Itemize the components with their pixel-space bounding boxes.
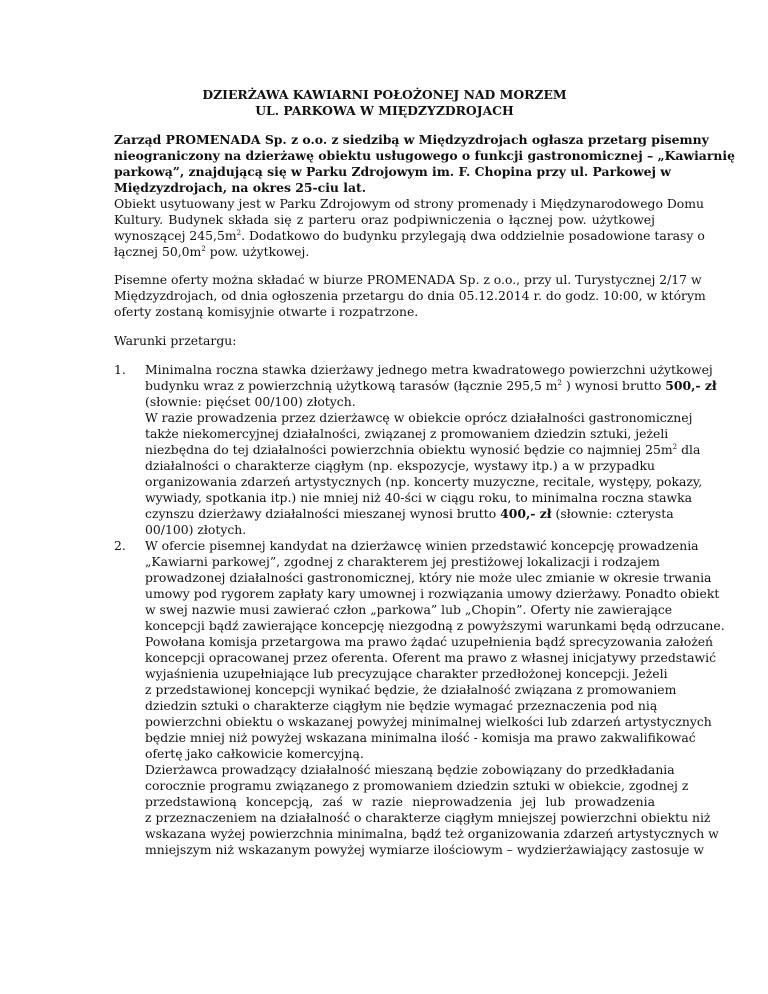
- offers-line: Pisemne oferty można składać w biurze PROMENADA Sp. z o.o., przy ul. Turystycznej 2/17 w: [114, 272, 702, 287]
- item-1-line: organizowania zdarzeń artystycznych (np. koncerty muzyczne, recitale, występy, pokazy,: [145, 474, 703, 489]
- item-1-line: niezbędna do tej działalności powierzchnia obiektu wynosić będzie co najmniej $25m^2$ dla: [145, 442, 701, 457]
- item-2-line: prowadzonej działalności gastronomicznej, który nie może ulec zmianie w okresie trwania: [145, 570, 712, 585]
- item-2-line: koncepcji bądź zawierające koncepcję niezgodną z powyższymi warunkami będą odrzucane.: [145, 618, 725, 633]
- offers-line: Międzyzdrojach, od dnia ogłoszenia przetargu do dnia 05.12.2014 r. do godz. 10:00, w którym: [114, 288, 706, 303]
- intro-line: parkową”, znajdującą się w Parku Zdrojowym im. F. Chopina przy ul. Parkowej w: [114, 164, 671, 179]
- item-2-line: koncepcji opracowanej przez oferenta. Oferent ma prawo z własnej inicjatywy przedstawić: [145, 650, 717, 665]
- item-2-line: Dzierżawca prowadzący działalność mieszaną będzie zobowiązany do przedkładania: [145, 762, 675, 777]
- intro-line: Międzyzdrojach, na okres 25-ciu lat.: [114, 180, 367, 195]
- item-2-line: W ofercie pisemnej kandydat na dzierżawcę winien przedstawić koncepcję prowadzenia: [145, 538, 699, 553]
- title-line-1: DZIERŻAWA KAWIARNI POŁOŻONEJ NAD MORZEM: [202, 87, 567, 102]
- intro-line: Zarząd PROMENADA Sp. z o.o. z siedzibą w Międzyzdrojach ogłasza przetarg pisemny: [114, 132, 709, 147]
- item-1-line: także niekomercyjnej działalności, związanej z promowaniem dziedzin sztuki, jeżeli: [145, 426, 669, 441]
- item-1-line: 00/100) złotych.: [145, 522, 247, 537]
- item-1-number: 1.: [114, 362, 126, 377]
- item-2-number: 2.: [114, 538, 126, 553]
- item-2-line: umowy pod rygorem zapłaty kary umownej i rozwiązania umowy dzierżawy. Ponadto obiekt: [145, 586, 720, 601]
- item-2-line: powierzchni obiektu o wskazanej powyżej minimalnej wielkości lub zdarzeń artystycznych: [145, 714, 712, 729]
- item-1-line: Minimalna roczna stawka dzierżawy jednego metra kwadratowego powierzchni użytkowej: [145, 362, 713, 377]
- item-2-line: corocznie programu związanego z promowaniem dziedzin sztuki w obiekcie, zgodnej z: [145, 778, 689, 793]
- offers-line: oferty zostaną komisyjnie otwarte i rozpatrzone.: [114, 304, 419, 319]
- item-2-line: ofertę jako całkowicie komercyjną.: [145, 746, 364, 761]
- item-1-line: W razie prowadzenia przez dzierżawcę w obiekcie oprócz działalności gastronomicznej: [145, 410, 693, 425]
- item-2-line: wyjaśnienia uzupełniające lub precyzujące charakter przedłożonej koncepcji. Jeżeli: [145, 666, 668, 681]
- intro-line: nieograniczony na dzierżawę obiektu usługowego o funkcji gastronomicznej – „Kawiarnię: [114, 148, 735, 163]
- item-2-line: „Kawiarni parkowej”, zgodnej z charakterem jej prestiżowej lokalizacji i rodzajem: [145, 554, 660, 569]
- description-line: Kultury. Budynek składa się z parteru oraz podpiwniczenia o łącznej pow. użytkowej: [114, 212, 655, 227]
- item-2-line: mniejszym niż wskazanym powyżej wymiarze ilościowym – wydzierżawiający zastosuje w: [145, 842, 704, 857]
- item-2-line: wskazana wyżej powierzchnia minimalna, bądź też organizowania zdarzeń artystycznych w: [145, 826, 719, 841]
- item-1-line: czynszu dzierżawy działalności mieszanej wynosi brutto 400,- zł (słownie: czterysta: [145, 506, 674, 521]
- item-2-line: Powołana komisja przetargowa ma prawo żądać uzupełnienia bądź sprecyzowania założeń: [145, 634, 714, 649]
- conditions-heading: Warunki przetargu:: [114, 333, 237, 348]
- item-2-line: z przedstawionej koncepcji wynikać będzie, że działalność związana z promowaniem: [145, 682, 677, 697]
- description-line: wynoszącej $245,5m^2$. Dodatkowo do budynku przylegają dwa oddzielnie posadowione tarasy o: [114, 228, 705, 243]
- item-1-line: działalności o charakterze ciągłym (np. ekspozycje, wystawy itp.) a w przypadku: [145, 458, 655, 473]
- item-2-line: przedstawioną koncepcją, zaś w razie nieprowadzenia jej lub prowadzenia: [145, 794, 655, 809]
- item-1-line: budynku wraz z powierzchnią użytkową tarasów (łącznie 295,5 $m^2$ ) wynosi brutto 500,- zł: [145, 378, 717, 393]
- item-1-line: (słownie: pięćset 00/100) złotych.: [145, 394, 356, 409]
- description-line: Obiekt usytuowany jest w Parku Zdrojowym od strony promenady i Międzynarodowego Domu: [114, 196, 704, 211]
- item-2-line: z przeznaczeniem na działalność o charakterze ciągłym mniejszej powierzchni obiektu niż: [145, 810, 711, 825]
- item-1-line: wywiady, spotkania itp.) nie mniej niż 40-ści w ciągu roku, to minimalna roczna stawka: [145, 490, 693, 505]
- title-line-2: UL. PARKOWA W MIĘDZYZDROJACH: [255, 103, 514, 118]
- description-line: łącznej $50,0m^2$ pow. użytkowej.: [114, 244, 310, 259]
- item-2-line: w swej nazwie musi zawierać człon „parkowa” lub „Chopin”. Oferty nie zawierające: [145, 602, 673, 617]
- item-2-line: będzie mniej niż powyżej wskazana minimalna ilość - komisja ma prawo zakwalifikować: [145, 730, 696, 745]
- item-2-line: dziedzin sztuki o charakterze ciągłym nie będzie wymagać przeznaczenia pod nią: [145, 698, 658, 713]
